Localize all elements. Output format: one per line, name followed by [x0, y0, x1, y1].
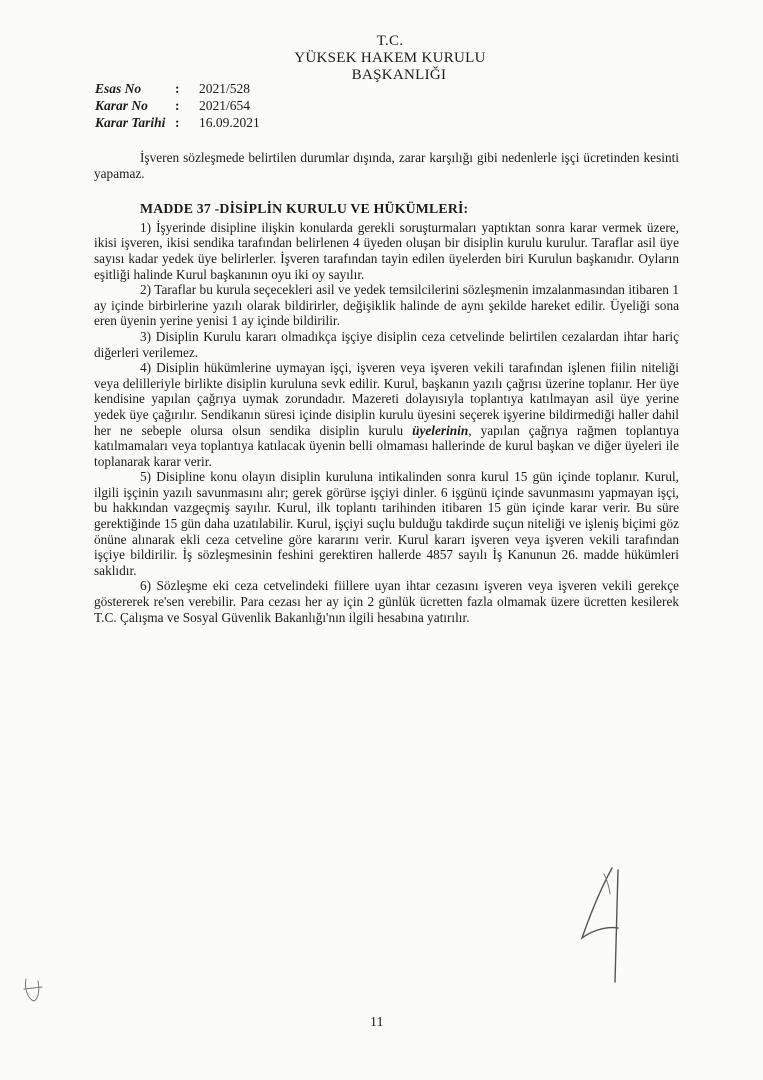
- meta-label: Karar No: [95, 98, 148, 113]
- meta-value: 2021/528: [199, 81, 251, 96]
- paragraph-4: [94, 360, 679, 469]
- meta-colon: :: [175, 115, 180, 130]
- case-metadata: [95, 80, 260, 131]
- meta-row-esas: [95, 80, 260, 97]
- header-institution: YÜKSEK HAKEM KURULU: [294, 50, 486, 66]
- document-header: [250, 33, 530, 84]
- paragraph-2: 2) Taraflar bu kurula seçecekleri asil ve yedek temsilcilerini sözleşmenin imzalanmasından itibaren 1 ay içinde birbirlerine yazılı olarak bildirirler, değişiklik halinde de aynı şekilde hareket edilir. Üyeliği sona eren üyenin yerine yenisi 1 ay içinde bildirilir.: [94, 282, 679, 329]
- intro-paragraph: İşveren sözleşmede belirtilen durumlar dışında, zarar karşılığı gibi nedenlerle işçi ücretinden kesinti yapamaz.: [94, 150, 679, 181]
- header-presidency: BAŞKANLIĞI: [351, 67, 447, 83]
- handwritten-signature: [560, 860, 650, 990]
- paragraph-4-emphasis: üyelerinin: [412, 422, 469, 438]
- meta-colon: :: [175, 98, 180, 113]
- paragraph-1: 1) İşyerinde disipline ilişkin konularda gerekli soruşturmaları yaptıktan sonra karar vermek üzere, ikisi işveren, ikisi sendika tarafından belirlenen 4 üyeden oluşan bir disiplin kurulu kurulur. Taraflar asil üye sayısı kadar yedek üye belirlerler. İşveren tarafından tayin edilen üyelerden biri Kurulun başkanıdır. Oyların eşitliği halinde Kurul başkanının oyu iki oy sayılır.: [94, 219, 679, 282]
- meta-value: 16.09.2021: [199, 115, 260, 130]
- header-tc: T.C.: [376, 33, 404, 49]
- paragraph-3: 3) Disiplin Kurulu kararı olmadıkça işçiye disiplin ceza cetvelinde belirtilen cezalardan ihtar hariç diğerleri verilemez.: [94, 328, 679, 360]
- meta-row-karar: [95, 97, 260, 114]
- document-body: [94, 150, 679, 625]
- paragraph-5: 5) Disipline konu olayın disiplin kuruluna intikalinden sonra kurul 15 gün içinde toplanır. Kurul, ilgili işçinin yazılı savunmasını alır; gerek görürse işçiyi dinler. 6 işgünü içinde savunmasını yapmayan işçi, bu hakkından vazgeçmiş sayılır. Kurul, ilk toplantı tarihinden itibaren 15 gün içinde karar verir. Bu süre gerektiğinde 15 gün daha uzatılabilir. Kurul, işçiyi suçlu bulduğu takdirde suçun niteliği ve işleniş biçimi göz önüne alınarak ekli ceza cetveline göre kararını verir. Kurul kararı işveren veya işveren vekili tarafından işçiye bildirilir. İş sözleşmesinin feshini gerektiren hallerde 4857 sayılı İş Kanunun 26. madde hükümleri saklıdır.: [94, 469, 679, 578]
- handwritten-initial: [20, 975, 50, 1005]
- paragraph-4-part-a: 4) Disiplin hükümlerine uymayan işçi, işveren veya işveren vekili tarafından işlenen fiilin niteliği veya delilleriyle birlikte disiplin kuruluna sevk edilir. Kurul, başkanın yazılı çağrısı üzerine toplanır. Her üye kendisine yapılan çağrıya uymak zorundadır. Mazereti dolayısıyla toplantıya katılmayan asil üye yerine yedek üye çağırılır. Sendikanın süresi içinde disiplin kurulu üyesini seçerek işyerine bildirmediği haller dahil her ne sebeple olursa olsun sendika disiplin kurulu: [94, 360, 679, 438]
- meta-label: Karar Tarihi: [95, 115, 166, 130]
- paragraph-4-part-b: , yapılan çağrıya rağmen toplantıya katılmamaları veya toplantıya katılacak üyenin belli olmaması hallerinde de kurul başkan ve diğer üyeleri ile toplanarak karar verir.: [94, 422, 679, 469]
- paragraph-6: 6) Sözleşme eki ceza cetvelindeki fiillere uyan ihtar cezasını işveren veya işveren vekili gerekçe göstererek re'sen verebilir. Para cezası her ay için 2 günlük ücretten fazla olmamak üzere ücretten kesilerek T.C. Çalışma ve Sosyal Güvenlik Bakanlığı'nın ilgili hesabına yatırılır.: [94, 578, 679, 625]
- meta-value: 2021/654: [199, 98, 251, 113]
- meta-colon: :: [175, 81, 180, 96]
- page-number: 11: [370, 1015, 384, 1030]
- meta-label: Esas No: [95, 81, 142, 96]
- article-heading: MADDE 37 -DİSİPLİN KURULU VE HÜKÜMLERİ:: [140, 201, 469, 217]
- meta-row-tarih: [95, 114, 260, 131]
